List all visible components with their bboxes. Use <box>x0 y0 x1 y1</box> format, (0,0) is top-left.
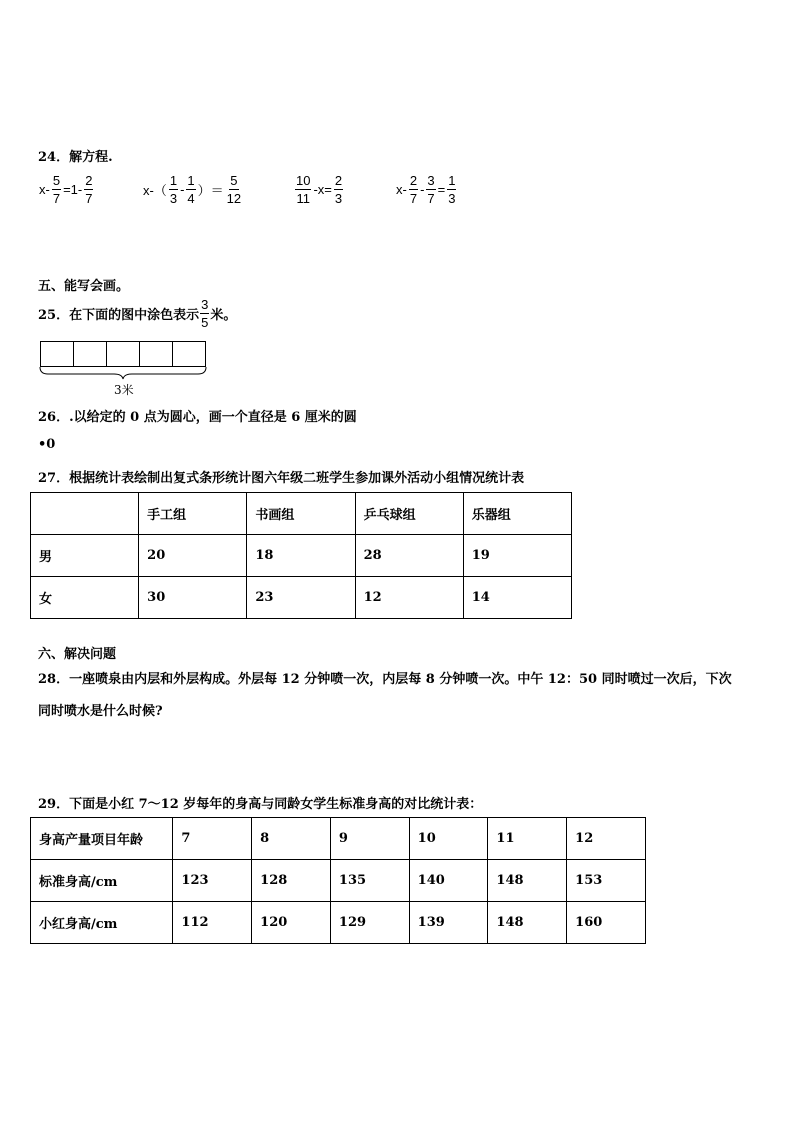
table-cell: 28 <box>355 535 463 577</box>
table-cell: 128 <box>252 860 331 902</box>
table-header-cell: 9 <box>330 818 409 860</box>
strip-cell[interactable] <box>173 342 205 366</box>
table-row <box>31 860 646 902</box>
table-cell: 140 <box>409 860 488 902</box>
table-cell: 135 <box>330 860 409 902</box>
table-cell: 112 <box>173 902 252 944</box>
table-cell: 23 <box>247 577 355 619</box>
equation-4: x- $\frac{2}{7}$ - $\frac{3}{7}$ = $\frac{1}{3}$ <box>396 173 456 206</box>
table-cell: 小红身高/cm <box>31 902 173 944</box>
table-header-cell <box>31 493 139 535</box>
q28-line-2: 同时喷水是什么时候? <box>38 704 163 719</box>
table-cell: 14 <box>463 577 571 619</box>
table-row <box>31 535 572 577</box>
table-cell: 女 <box>31 577 139 619</box>
table-cell: 12 <box>355 577 463 619</box>
table-cell: 148 <box>488 860 567 902</box>
strip-cell[interactable] <box>74 342 107 366</box>
strip-cell[interactable] <box>41 342 74 366</box>
table-cell: 30 <box>139 577 247 619</box>
table-cell: 160 <box>567 902 646 944</box>
strip-cell[interactable] <box>107 342 140 366</box>
table-header-cell: 11 <box>488 818 567 860</box>
q26-title: 26．.以给定的 0 点为圆心，画一个直径是 6 厘米的圆 <box>38 410 357 425</box>
table-cell: 120 <box>252 902 331 944</box>
table-cell: 男 <box>31 535 139 577</box>
table-header-row <box>31 493 572 535</box>
table-cell: 19 <box>463 535 571 577</box>
table-cell: 123 <box>173 860 252 902</box>
strip-cell[interactable] <box>140 342 173 366</box>
table-header-cell: 乒乓球组 <box>355 493 463 535</box>
brace-icon <box>38 366 210 380</box>
section-5-heading: 五、能写会画。 <box>38 279 130 294</box>
section-6-heading: 六、解决问题 <box>38 647 117 662</box>
center-point: •0 <box>38 437 56 452</box>
equation-2: x-（ $\frac{1}{3}$ - $\frac{1}{4}$ ）＝ $\frac{5}{12}$ <box>143 173 242 206</box>
q27-title: 27．根据统计表绘制出复式条形统计图六年级二班学生参加课外活动小组情况统计表 <box>38 471 525 486</box>
table-cell: 标准身高/cm <box>31 860 173 902</box>
table-row <box>31 902 646 944</box>
q29-title: 29．下面是小红 7～12 岁每年的身高与同龄女学生标准身高的对比统计表： <box>38 797 483 812</box>
strip-5-cells[interactable] <box>40 341 206 367</box>
equation-3: $\frac{10}{11}$ -x= $\frac{2}{3}$ <box>296 173 343 206</box>
activity-table <box>30 492 572 619</box>
table-header-cell: 手工组 <box>139 493 247 535</box>
table-cell: 129 <box>330 902 409 944</box>
table-cell: 18 <box>247 535 355 577</box>
table-cell: 139 <box>409 902 488 944</box>
table-header-cell: 书画组 <box>247 493 355 535</box>
table-row <box>31 577 572 619</box>
table-header-cell: 12 <box>567 818 646 860</box>
q25-title: 25．在下面的图中涂色表示 $\frac{3}{5}$ 米。 <box>38 297 237 330</box>
table-cell: 153 <box>567 860 646 902</box>
brace-label: 3米 <box>114 383 134 397</box>
table-header-cell: 乐器组 <box>463 493 571 535</box>
q28-line-1: 28．一座喷泉由内层和外层构成。外层每 12 分钟喷一次，内层每 8 分钟喷一次。中午 12：50 同时喷过一次后，下次 <box>38 672 732 687</box>
equation-1: x- $\frac{5}{7}$ =1- $\frac{2}{7}$ <box>39 173 93 206</box>
table-header-cell: 7 <box>173 818 252 860</box>
height-table <box>30 817 646 944</box>
table-header-cell: 身高产量项目年龄 <box>31 818 173 860</box>
q24-title: 24．解方程. <box>38 150 113 165</box>
table-header-row <box>31 818 646 860</box>
table-cell: 20 <box>139 535 247 577</box>
table-header-cell: 10 <box>409 818 488 860</box>
table-header-cell: 8 <box>252 818 331 860</box>
table-cell: 148 <box>488 902 567 944</box>
